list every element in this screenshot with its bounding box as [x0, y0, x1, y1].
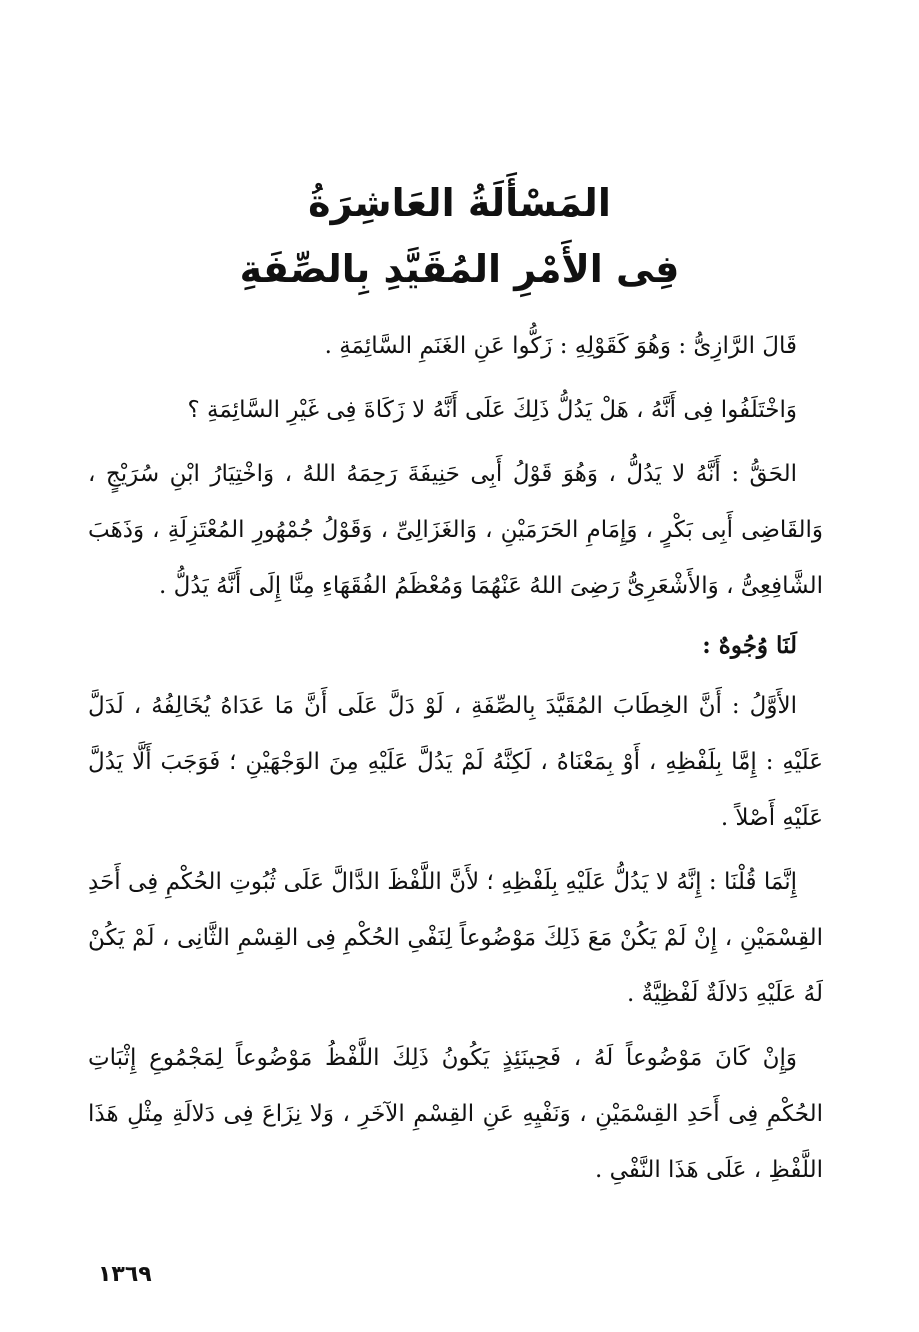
page-number: ١٣٦٩	[98, 1262, 152, 1287]
paragraph-first-reason: الأَوَّلُ : أَنَّ الخِطَابَ المُقَيَّدَ بِالصِّفَةِ ، لَوْ دَلَّ عَلَى أَنَّ مَا عَدَاهُ يُخَالِفُهُ ، لَدَلَّ عَلَيْهِ : إِمَّا بِلَفْظِهِ ، أَوْ بِمَعْنَاهُ ، لَكِنَّهُ لَمْ يَدُلَّ عَلَيْهِ مِنَ الوَجْهَيْنِ ؛ فَوَجَبَ أَلَّا يَدُلَّ عَلَيْهِ أَصْلاً .	[88, 693, 823, 831]
paragraph-by-wording: إِنَّمَا قُلْنَا : إِنَّهُ لا يَدُلُّ عَلَيْهِ بِلَفْظِهِ ؛ لأَنَّ اللَّفْظَ الدَّالَّ عَلَى ثُبُوتِ الحُكْمِ فِى أَحَدِ القِسْمَيْنِ ، إِنْ لَمْ يَكُنْ مَعَ ذَلِكَ مَوْضُوعاً لِنَفْىِ الحُكْمِ فِى القِسْمِ الثَّانِى ، لَمْ يَكُنْ لَهُ عَلَيْهِ دَلالَةٌ لَفْظِيَّةٌ .	[88, 869, 823, 1007]
chapter-heading	[0, 170, 919, 302]
chapter-title: المَسْأَلَةُ العَاشِرَةُ	[308, 181, 611, 225]
paragraph-if-assigned: وَإِنْ كَانَ مَوْضُوعاً لَهُ ، فَحِينَئِذٍ يَكُونُ ذَلِكَ اللَّفْظُ مَوْضُوعاً لِمَجْمُوعِ إِثْبَاتِ الحُكْمِ فِى أَحَدِ القِسْمَيْنِ ، وَنَفْيِهِ عَنِ القِسْمِ الآخَرِ ، وَلا نِزَاعَ فِى دَلالَةِ مِثْلِ هَذَا اللَّفْظِ ، عَلَى هَذَا النَّفْىِ .	[88, 1045, 823, 1183]
main-text	[88, 318, 823, 1206]
paragraph-truth: الحَقُّ : أَنَّهُ لا يَدُلُّ ، وَهُوَ قَوْلُ أَبِى حَنِيفَةَ رَحِمَهُ اللهُ ، وَاخْتِيَارُ ابْنِ سُرَيْجٍ ، وَالقَاضِى أَبِى بَكْرٍ ، وَإِمَامِ الحَرَمَيْنِ ، وَالغَزَالِىِّ ، وَقَوْلُ جُمْهُورِ المُعْتَزِلَةِ ، وَذَهَبَ الشَّافِعِىُّ ، وَالأَشْعَرِىُّ رَضِىَ اللهُ عَنْهُمَا وَمُعْظَمُ الفُقَهَاءِ مِنَّا إِلَى أَنَّهُ يَدُلُّ .	[88, 461, 823, 599]
paragraph-our-reasons: لَنَا وُجُوهٌ :	[702, 632, 797, 659]
chapter-subtitle: فِى الأَمْرِ المُقَيَّدِ بِالصِّفَةِ	[239, 247, 680, 291]
paragraph-disagreement: وَاخْتَلَفُوا فِى أَنَّهُ ، هَلْ يَدُلُّ ذَلِكَ عَلَى أَنَّهُ لا زَكَاةَ فِى غَيْرِ السَّائِمَةِ ؟	[187, 397, 797, 423]
paragraph-razi-quote: قَالَ الرَّازِىُّ : وَهُوَ كَقَوْلِهِ : زَكُّوا عَنِ الغَنَمِ السَّائِمَةِ .	[324, 333, 797, 359]
